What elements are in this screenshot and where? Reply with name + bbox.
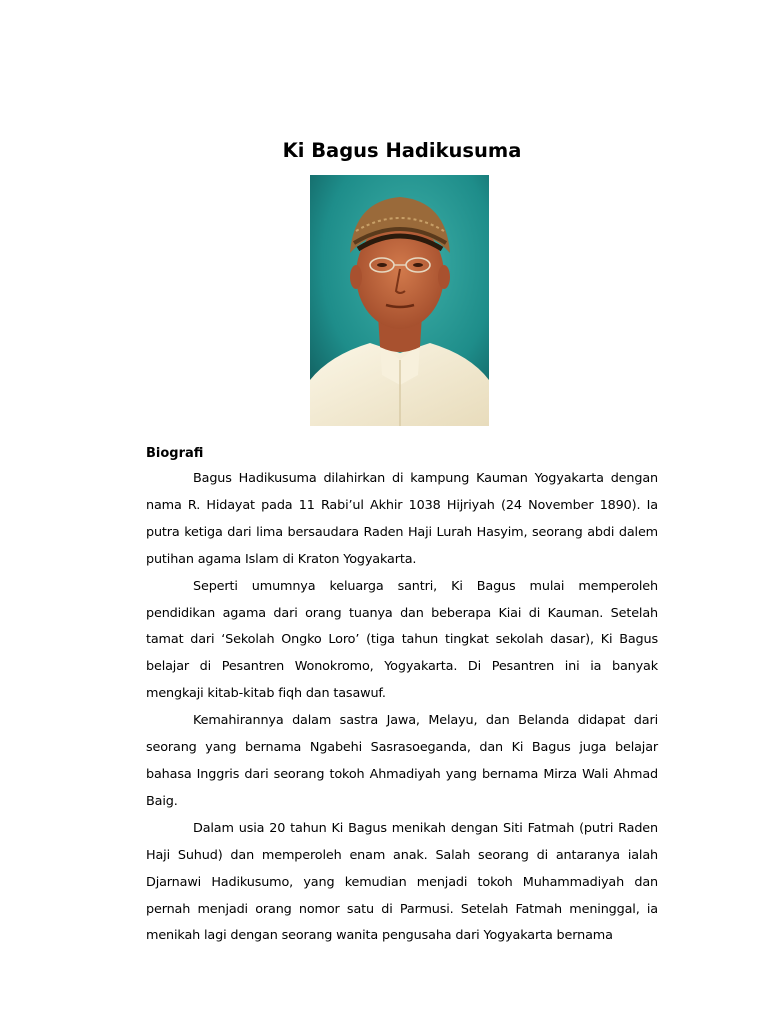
biography-text xyxy=(146,466,658,950)
portrait-image xyxy=(310,175,489,426)
paragraph: Seperti umumnya keluarga santri, Ki Bagus mulai memperoleh pendidikan agama dari orang tuanya dan beberapa Kiai di Kauman. Setelah tamat dari ‘Sekolah Ongko Loro’ (tiga tahun tingkat sekolah dasar), Ki Bagus belajar di Pesantren Wonokromo, Yogyakarta. Di Pesantren ini ia banyak mengkaji kitab-kitab fiqh dan tasawuf. xyxy=(146,578,658,702)
section-heading: Biografi xyxy=(146,446,204,461)
paragraph: Dalam usia 20 tahun Ki Bagus menikah dengan Siti Fatmah (putri Raden Haji Suhud) dan memperoleh enam anak. Salah seorang di antaranya ialah Djarnawi Hadikusumo, yang kemudian menjadi tokoh Muhammadiyah dan pernah menjadi orang nomor satu di Parmusi. Setelah Fatmah meninggal, ia menikah lagi dengan seorang wanita pengusaha dari Yogyakarta bernama xyxy=(146,820,658,944)
page-title: Ki Bagus Hadikusuma xyxy=(282,139,522,162)
paragraph: Bagus Hadikusuma dilahirkan di kampung Kauman Yogyakarta dengan nama R. Hidayat pada 11 Rabi’ul Akhir 1038 Hijriyah (24 November 1890). Ia putra ketiga dari lima bersaudara Raden Haji Lurah Hasyim, seorang abdi dalem putihan agama Islam di Kraton Yogyakarta. xyxy=(146,471,658,567)
paragraph: Kemahirannya dalam sastra Jawa, Melayu, dan Belanda didapat dari seorang yang bernama Ngabehi Sasrasoeganda, dan Ki Bagus juga belajar bahasa Inggris dari seorang tokoh Ahmadiyah yang bernama Mirza Wali Ahmad Baig. xyxy=(146,713,658,809)
